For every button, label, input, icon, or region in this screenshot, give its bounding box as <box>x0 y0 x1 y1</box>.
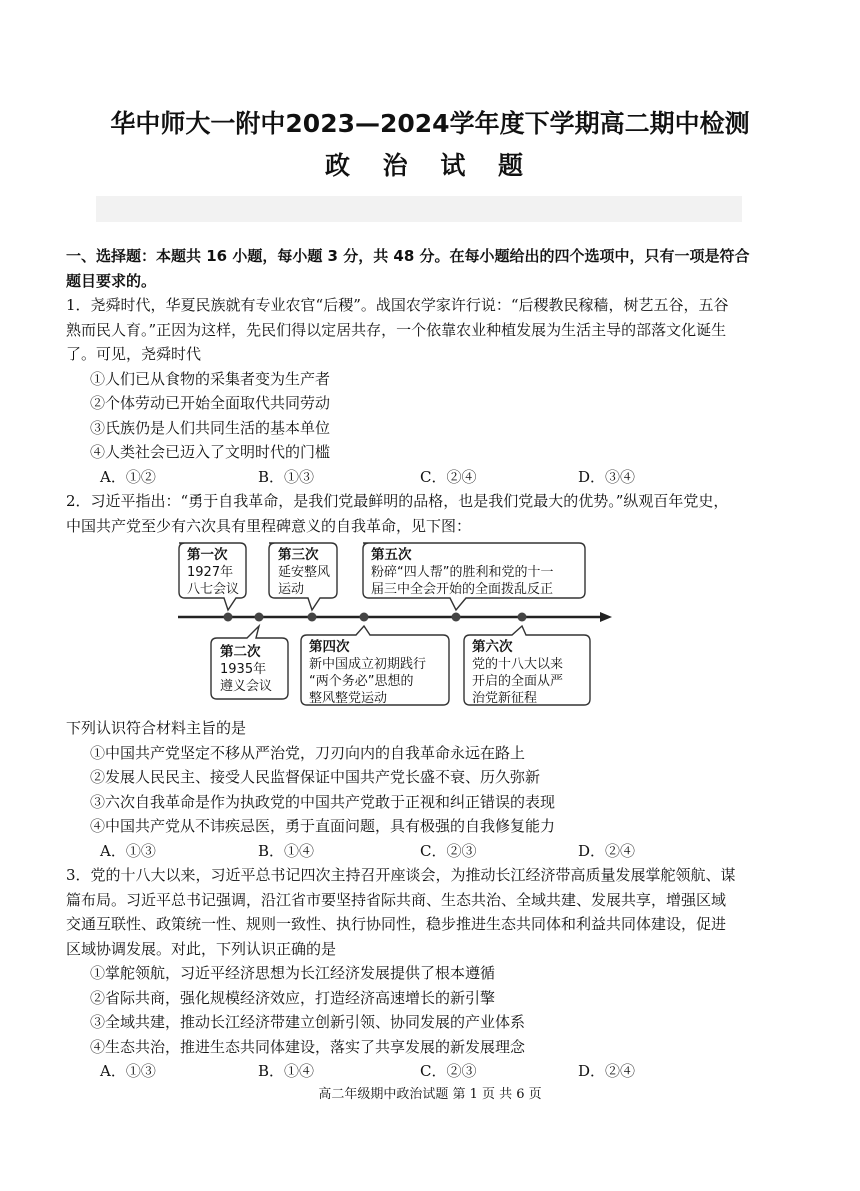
question-1 <box>66 293 786 489</box>
option-c[interactable]: C．②③ <box>420 841 477 860</box>
question-3-options <box>66 1059 786 1084</box>
question-1-statement: ④人类社会已迈入了文明时代的门槛 <box>90 443 331 461</box>
exam-title: 华中师大一附中2023—2024学年度下学期高二期中检测 <box>110 109 750 138</box>
timeline-event-4: 第四次 新中国成立初期践行 “两个务必”思想的 整风整党运动 <box>309 639 427 706</box>
page-footer: 高二年级期中政治试题 第 1 页 共 6 页 <box>318 1087 542 1102</box>
timeline-dot <box>360 613 369 622</box>
question-3-statement: ③全域共建，推动长江经济带建立创新引领、协同发展的产业体系 <box>90 1013 526 1031</box>
timeline-event-1: 第一次 1927年 八七会议 <box>187 547 240 597</box>
option-b[interactable]: B．①③ <box>258 467 315 486</box>
option-a[interactable]: A．①③ <box>100 1062 156 1080</box>
question-3-stem-line: 篇布局。习近平总书记强调，沿江省市要坚持省际共商、生态共治、全域共建、发展共享，增强区域 <box>66 890 727 909</box>
timeline-arrow-icon <box>600 612 612 622</box>
option-d[interactable]: D．②④ <box>578 1062 636 1080</box>
timeline-event-2: 第二次 1935年 遵义会议 <box>220 644 273 694</box>
timeline-dot <box>452 613 461 622</box>
option-d[interactable]: D．③④ <box>578 467 636 486</box>
question-3-statement: ④生态共治，推进生态共同体建设，落实了共享发展的新发展理念 <box>90 1037 526 1056</box>
option-b[interactable]: B．①④ <box>258 841 315 860</box>
exam-subject: 政 治 试 题 <box>324 151 536 180</box>
info-band <box>96 196 742 222</box>
question-1-statement: ①人们已从食物的采集者变为生产者 <box>90 369 331 388</box>
exam-content <box>66 244 786 1084</box>
question-2-stem-line: 中国共产党至少有六次具有里程碑意义的自我革命，见下图： <box>66 516 472 535</box>
question-1-statement: ②个体劳动已开始全面取代共同劳动 <box>90 394 331 412</box>
option-a[interactable]: A．①③ <box>100 841 156 860</box>
question-3-stem-line: 交通互联性、政策统一性、规则一致性、执行协同性，稳步推进生态共同体和利益共同体建设，促进 <box>66 915 727 933</box>
question-1-stem-line: 了。可见，尧舜时代 <box>66 345 202 363</box>
question-2-options <box>66 839 786 864</box>
question-3-stem-line: 3．党的十八大以来，习近平总书记四次主持召开座谈会，为推动长江经济带高质量发展掌舵领航、谋 <box>66 866 736 884</box>
option-d[interactable]: D．②④ <box>578 841 636 860</box>
timeline-dot <box>518 613 527 622</box>
question-2-stem-line: 2．习近平指出：“勇于自我革命，是我们党最鲜明的品格，也是我们党最大的优势。”纵观百年党史， <box>66 492 729 510</box>
option-c[interactable]: C．②④ <box>420 467 477 486</box>
question-3 <box>66 863 786 1084</box>
timeline-dot <box>255 613 264 622</box>
option-c[interactable]: C．②③ <box>420 1062 477 1080</box>
question-1-options <box>66 465 786 490</box>
timeline-event-3: 第三次 延安整风 运动 <box>278 547 331 597</box>
question-3-statement: ②省际共商，强化规模经济效应，打造经济高速增长的新引擎 <box>90 988 496 1007</box>
question-2 <box>66 489 786 863</box>
question-3-statement: ①掌舵领航，习近平经济思想为长江经济发展提供了根本遵循 <box>90 964 496 982</box>
question-1-stem-line: 熟而民人育。”正因为这样，先民们得以定居共存，一个依靠农业种植发展为生活主导的部落文化诞生 <box>66 320 727 339</box>
timeline-event-6: 第六次 党的十八大以来 开启的全面从严 治党新征程 <box>472 639 564 706</box>
question-2-statement: ②发展人民民主、接受人民监督保证中国共产党长盛不衰、历久弥新 <box>90 768 541 786</box>
self-revolution-timeline <box>66 538 786 716</box>
question-2-statement: ①中国共产党坚定不移从严治党，刀刃向内的自我革命永远在路上 <box>90 743 526 762</box>
section-heading: 一、选择题：本题共 16 小题，每小题 3 分，共 48 分。在每小题给出的四个选项中，只有一项是符合 题目要求的。 <box>66 247 750 290</box>
option-b[interactable]: B．①④ <box>258 1062 315 1080</box>
timeline-event-5: 第五次 粉碎“四人帮”的胜利和党的十一 届三中全会开始的全面拨乱反正 <box>371 547 554 597</box>
question-2-statement: ③六次自我革命是作为执政党的中国共产党敢于正视和纠正错误的表现 <box>90 792 556 811</box>
timeline-dot <box>308 613 317 622</box>
timeline-dot <box>224 613 233 622</box>
question-2-lead: 下列认识符合材料主旨的是 <box>66 719 247 737</box>
option-a[interactable]: A．①② <box>100 467 156 486</box>
question-2-statement: ④中国共产党从不讳疾忌医，勇于直面问题，具有极强的自我修复能力 <box>90 817 556 835</box>
question-1-statement: ③氏族仍是人们共同生活的基本单位 <box>90 418 331 437</box>
question-3-stem-line: 区域协调发展。对此，下列认识正确的是 <box>66 939 337 958</box>
question-1-stem-line: 1．尧舜时代，华夏民族就有专业农官“后稷”。战国农学家许行说：“后稷教民稼穑，树艺五谷，五谷 <box>66 296 729 314</box>
